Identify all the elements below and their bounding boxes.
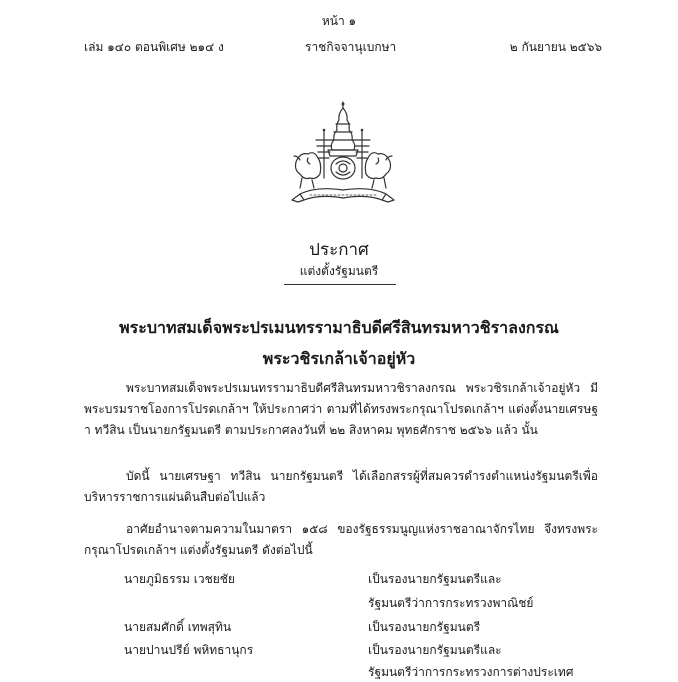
paragraph-1 [84,378,598,441]
royal-title-line-2: พระวชิรเกล้าเจ้าอยู่หัว [262,349,416,368]
page-number: หน้า ๑ [321,14,357,28]
title-divider [284,284,396,285]
appointee-position: เป็นรองนายกรัฐมนตรี [368,620,481,634]
appointee-position-continued: รัฐมนตรีว่าการกระทรวงการต่างประเทศ [368,665,574,679]
appointee-position: เป็นรองนายกรัฐมนตรีและ [368,643,502,657]
publish-date: ๒ กันยายน ๒๕๖๖ [509,40,602,54]
gazette-name: ราชกิจจานุเบกษา [305,40,397,54]
announcement-title: ประกาศ [309,240,369,260]
appointee-position-continued: รัฐมนตรีว่าการกระทรวงพาณิชย์ [368,596,534,610]
announcement-subject: แต่งตั้งรัฐมนตรี [299,264,379,278]
paragraph-3 [84,519,598,561]
paragraph-text: บัดนี้ นายเศรษฐา ทวีสิน นายกรัฐมนตรี ได้เลือกสรรผู้ที่สมควรดำรงตำแหน่งรัฐมนตรีเพื่อบริหารราชการแผ่นดินสืบต่อไปแล้ว [84,469,598,504]
appointee-name: นายปานปรีย์ พหิทธานุกร [124,643,254,657]
appointee-name: นายภูมิธรรม เวชยชัย [124,572,235,586]
appointee-position: เป็นรองนายกรัฐมนตรีและ [368,572,502,586]
paragraph-2 [84,466,598,508]
appointee-name: นายสมศักดิ์ เทพสุทิน [124,620,232,634]
royal-title-line-1: พระบาทสมเด็จพระปรเมนทรรามาธิบดีศรีสินทรมหาวชิราลงกรณ [119,318,559,337]
paragraph-text: พระบาทสมเด็จพระปรเมนทรรามาธิบดีศรีสินทรมหาวชิราลงกรณ พระวชิรเกล้าเจ้าอยู่หัว มีพระบรมราชโองการโปรดเกล้าฯ ให้ประกาศว่า ตามที่ได้ทรงพระกรุณาโปรดเกล้าฯ แต่งตั้งนายเศรษฐา ทวีสิน เป็นนายกรัฐมนตรี ตามประกาศลงวันที่ ๒๒ สิงหาคม พุทธศักราช ๒๕๖๖ แล้ว นั้น [84,381,598,437]
garuda-royal-emblem-icon [286,100,400,212]
paragraph-text: อาศัยอำนาจตามความในมาตรา ๑๕๘ ของรัฐธรรมนูญแห่งราชอาณาจักรไทย จึงทรงพระกรุณาโปรดเกล้าฯ แต่งตั้งรัฐมนตรี ดังต่อไปนี้ [84,522,598,557]
volume-label: เล่ม ๑๔๐ ตอนพิเศษ ๒๑๔ ง [84,40,224,54]
